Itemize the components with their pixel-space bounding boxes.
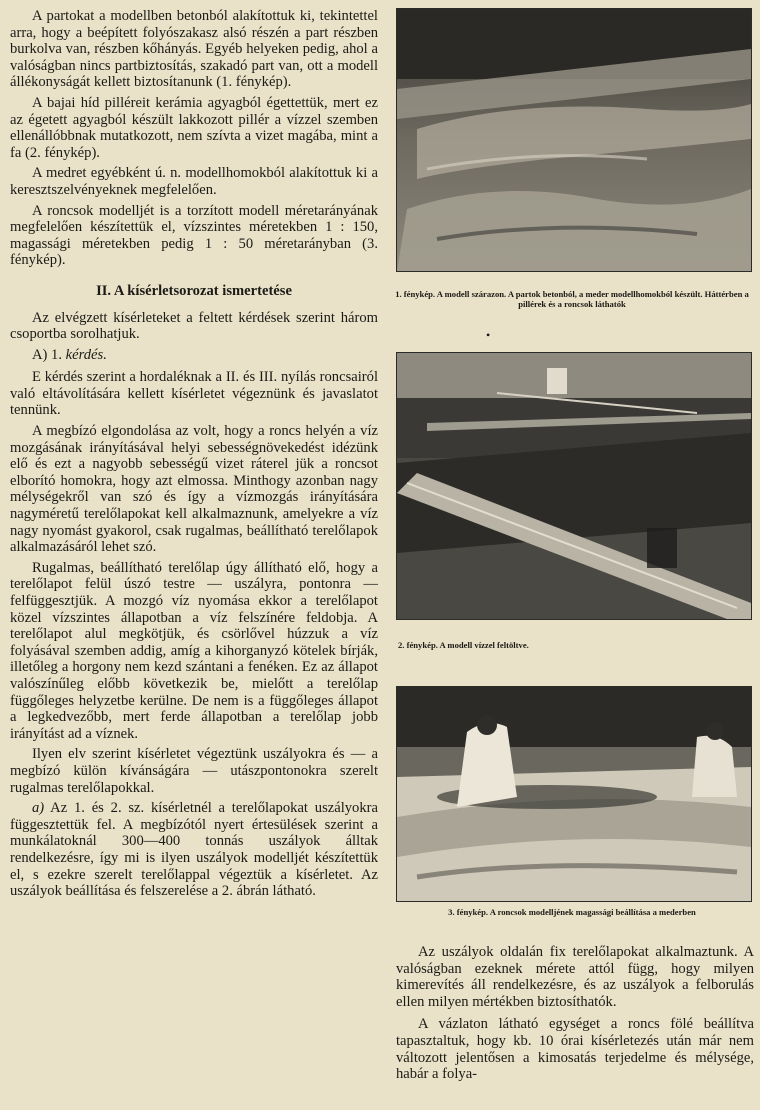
photo-1-image [397,9,751,271]
paragraph-groups: Az elvégzett kísérleteket a feltett kérdések szerint három csoportba sorolhatjuk. [10,309,378,343]
question-prefix: A) 1. [32,346,66,363]
photo-2-caption: 2. fénykép. A modell vízzel feltöltve. [398,640,529,650]
paragraph-deflector: Rugalmas, beállítható terelőlap úgy állítható elő, hogy a terelőlapot felül úszó testre — uszályra, pontonra — felfüggesztjük. A mozgó víz nyomása ekkor a terelőlapot közel vízszintes állapotban a víz felszínére feldobja. A terelőlapot alul megkötjük, és csörlővel húzzuk a víz folyásával szemben addig, amíg a kihorganyzó kötelek bírják, illetőleg a horgony nem kezd szántani a fenéken. Ez az állapot valószínűleg előbb következik be, mielőtt a terelőlap függőleges helyzetbe kerülne. De nem is a függőleges állapot a legkedvezőbb, mert ferde állapotban a terelőlap jobb irányítást ad a víznek. [10,559,378,742]
photo-3-caption: 3. fénykép. A roncsok modelljének magassági beállítása a mederben [448,907,696,917]
paragraph-bed: A medret egyébként ú. n. modellhomokból alakítottuk ki a keresztszelvényeknek megfelelően. [10,165,378,198]
photo-2-image [397,353,751,619]
item-a-label: a) [32,800,45,817]
paragraph-experiment-a [10,800,378,900]
paragraph-results: A vázlaton látható egységet a roncs fölé beállítva tapasztaltuk, hogy kb. 10 órai kísérletezés után már nem változott jelentősen a kimosatás terjedelme és mélysége, habár a folya- [396,1016,754,1083]
item-a-text: Az 1. és 2. sz. kísérletnél a terelőlapokat uszályokra függesztettük fel. A megbízótól nyert értesülések szerint a munkálatoknál 300—400 tonnás uszályok álltak rendelkezésre, így mi is ilyen uszályok modelljét készítettük el, s ezekre szerelt terelőlappal végeztük a kísérletet. Az uszályok beállítása és felszerelése a 2. ábrán látható. [10,800,378,900]
section-heading: II. A kísérletsorozat ismertetése [96,282,292,299]
photo-1-dry-model [396,8,752,272]
right-text-column [396,944,754,1089]
question-heading [10,347,378,364]
paragraph-fixed-deflectors: Az uszályok oldalán fix terelőlapokat alkalmaztunk. A valóságban ezeknek mérete attól függ, hogy milyen kimerevítés áll rendelkezésre, és az uszályok a felborulás ellen milyen mértékben biztosíthatók. [396,944,754,1010]
photo-1-caption: 1. fénykép. A modell szárazon. A partok betonból, a meder modellhomokból készült. Háttérben a pillérek és a roncsok láthatók [395,289,749,309]
photo-2-filled-model [396,352,752,620]
photo-3-wreck-adjustment [396,686,752,902]
dot-mark: • [486,328,491,342]
paragraph-client-idea: A megbízó elgondolása az volt, hogy a roncs helyén a víz mozgásának irányításával helyi sebességnövekedést idézünk elő és ezt a nagyobb sebességű vizet ráterel jük a roncsot elborító homokra, hogy azt elmossa. Minthogy azonban nagy mélységekről van szó és így a vízmozgás irányítására nagyméretű terelőlapokat kell alkalmaznunk, amelyekre a víz nagy nyomást gyakorol, csak rugalmas, beállítható terelőlapok alkalmazásáról lehet szó. [10,423,378,556]
paragraph-banks: A partokat a modellben betonból alakítottuk ki, tekintettel arra, hogy a beépített folyószakasz alsó részén a part részben burkolva van, részben kőhányás. Egyéb helyeken pedig, ahol a valóságban nincs partbiztosítás, szakadó part van, ott a modell állékonyságát kellett biztosítanunk (1. fénykép). [10,8,378,91]
left-text-column [10,8,378,904]
paragraph-wrecks: A roncsok modelljét is a torzított modell méretarányának megfelelően készítettük el, vízszintes méretekben 1 : 150, magassági méretekben pedig 1 : 50 méretarányban (3. fénykép). [10,202,378,269]
paragraph-experiments: Ilyen elv szerint kísérletet végeztünk uszályokra és — a megbízó külön kívánságára — utászpontonokra szerelt rugalmas terelőlapokkal. [10,746,378,796]
paragraph-piers: A bajai híd pilléreit kerámia agyagból égettettük, mert ez az égetett agyagból készült lakkozott pillér a vízzel szemben ellenállóbbnak mutatkozott, nem szívta a vizet magába, mint a fa (2. fénykép). [10,94,378,161]
paragraph-question: E kérdés szerint a hordaléknak a II. és III. nyílás roncsairól való eltávolítására kellett kísérletet végeznünk és javaslatot tennünk. [10,369,378,419]
photo-3-image [397,687,751,901]
question-label: kérdés. [65,346,107,363]
